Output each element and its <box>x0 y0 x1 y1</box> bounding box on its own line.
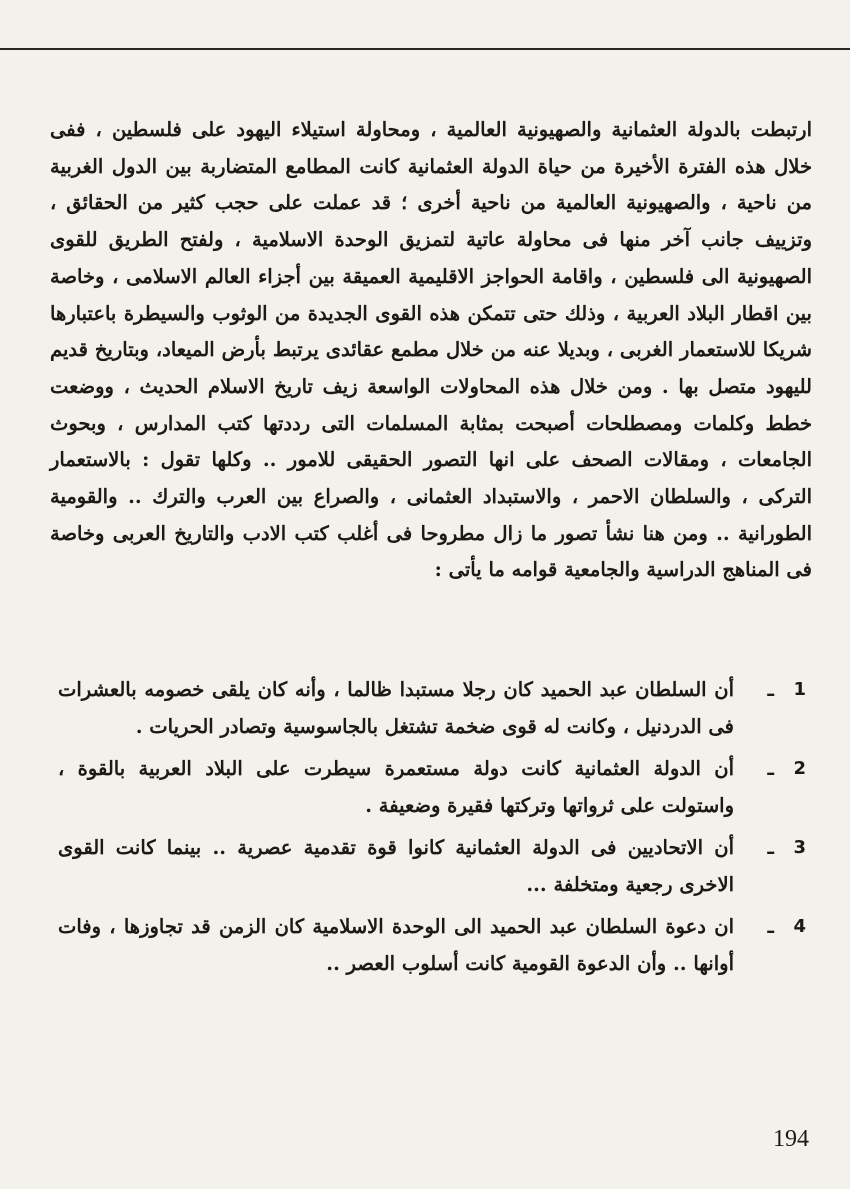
item-text: أن الدولة العثمانية كانت دولة مستعمرة سيطرت على البلاد العربية بالقوة ، واستولت على ثرواتها وتركتها فقيرة وضعيفة . <box>58 757 734 817</box>
list-item <box>58 830 806 903</box>
body-paragraph <box>50 112 812 589</box>
list-item <box>58 909 806 982</box>
paragraph-text: ارتبطت بالدولة العثمانية والصهيونية العالمية ، ومحاولة استيلاء اليهود على فلسطين ، ففى خلال هذه الفترة الأخيرة من حياة الدولة العثمانية كانت المطامع المتضاربة بين الدول الغربية من ناحية ، والصهيونية العالمية من ناحية أخرى ؛ قد عملت على حجب كثير من الحقائق ، وتزييف جانب آخر منها فى محاولة عاتية لتمزيق الوحدة الاسلامية ، ولفتح الطريق للقوى الصهيونية الى فلسطين ، واقامة الحواجز الاقليمية العميقة بين أجزاء العالم الاسلامى ، وخاصة بين اقطار البلاد العربية ، وذلك حتى تتمكن هذه القوى الجديدة من الوثوب والسيطرة باعتبارها شريكا للاستعمار الغربى ، وبديلا عنه من خلال مطمع عقائدى يرتبط بأرض الميعاد، وبتاريخ قديم لليهود متصل بها . ومن خلال هذه المحاولات الواسعة زيف تاريخ الاسلام الحديث ، ووضعت خطط وكلمات ومصطلحات أصبحت بمثابة المسلمات التى رددتها كتب المدارس ، وبحوث الجامعات ، ومقالات الصحف على انها التصور الحقيقى للامور .. وكلها تقول : بالاستعمار التركى ، والسلطان الاحمر ، والاستبداد العثمانى ، والصراع بين العرب والترك .. والقومية الطورانية .. ومن هنا نشأ تصور ما زال مطروحا فى أغلب كتب الادب والتاريخ العربى وخاصة فى المناهج الدراسية والجامعية قوامه ما يأتى : <box>50 118 812 582</box>
list-item <box>58 672 806 745</box>
item-number: 4 <box>793 916 806 937</box>
item-text: أن الاتحاديين فى الدولة العثمانية كانوا قوة تقدمية عصرية .. بينما كانت القوى الاخرى رجعية ومتخلفة ... <box>58 836 734 896</box>
item-text: ان دعوة السلطان عبد الحميد الى الوحدة الاسلامية كان الزمن قد تجاوزها ، وفات أوانها .. وأن الدعوة القومية كانت أسلوب العصر .. <box>58 915 734 975</box>
item-text: أن السلطان عبد الحميد كان رجلا مستبدا ظالما ، وأنه كان يلقى خصومه بالعشرات فى الدردنيل ، وكانت له قوى ضخمة تشتغل بالجاسوسية وتصادر الحريات . <box>58 678 734 738</box>
numbered-list <box>58 672 806 982</box>
item-dash: ـ <box>767 836 774 859</box>
list-item <box>58 751 806 824</box>
item-number: 2 <box>793 758 806 779</box>
item-number: 1 <box>793 679 806 700</box>
page-number: 194 <box>773 1126 809 1152</box>
item-dash: ـ <box>767 915 774 938</box>
item-dash: ـ <box>767 757 774 780</box>
item-dash: ـ <box>767 678 774 701</box>
header-rule <box>0 48 850 50</box>
item-number: 3 <box>793 837 806 858</box>
